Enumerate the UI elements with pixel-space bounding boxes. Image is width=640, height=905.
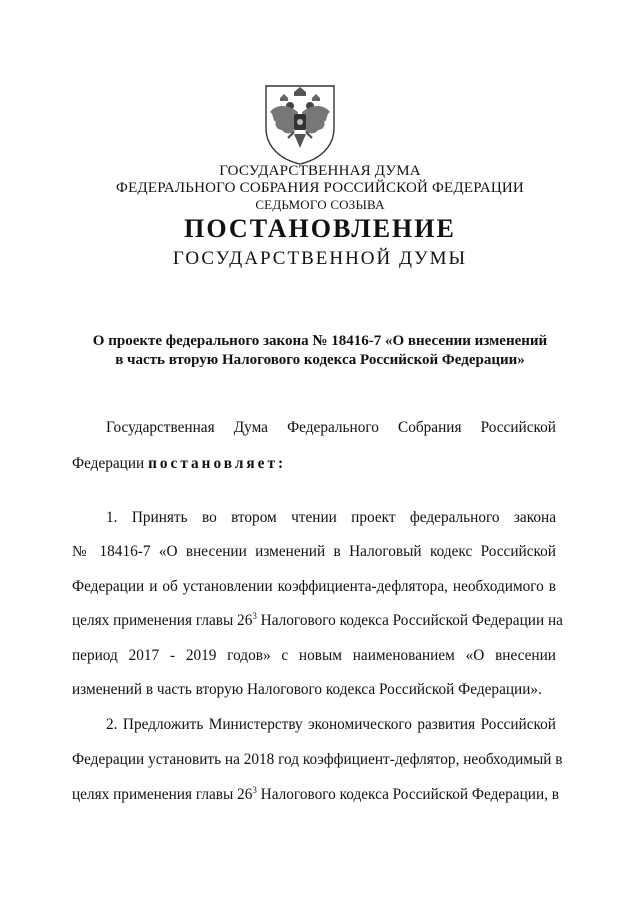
- resolves-keyword: постановляет:: [148, 455, 287, 472]
- institution-name: ГОСУДАРСТВЕННАЯ ДУМА: [219, 163, 421, 179]
- subject-line-1: О проекте федерального закона № 18416-7 «О внесении изменений: [92, 333, 548, 349]
- document-type-title: ПОСТАНОВЛЕНИЕ: [184, 214, 456, 243]
- item1-line-1: 1. Принять во втором чтении проект федерального закона: [106, 509, 556, 526]
- item1-line-4: [72, 611, 563, 630]
- item2-line-3-a: целях применения главы 26: [72, 786, 253, 803]
- document-type-subtitle: ГОСУДАРСТВЕННОЙ ДУМЫ: [172, 248, 468, 269]
- preamble-line-2: [72, 455, 556, 473]
- preamble-line-1: Государственная Дума Федерального Собрания Российской: [106, 419, 556, 436]
- item2-line-2: Федерации установить на 2018 год коэффициент-дефлятор, необходимый в: [72, 751, 563, 768]
- item2-line-3: [72, 785, 560, 804]
- item1-line-6: изменений в часть вторую Налогового кодекса Российской Федерации».: [72, 681, 542, 698]
- subject-line-2: в часть вторую Налогового кодекса Российской Федерации»: [115, 352, 525, 368]
- item1-line-4-b: Налогового кодекса Российской Федерации на: [256, 612, 563, 629]
- coat-of-arms-icon: [260, 82, 340, 166]
- chapter-superscript: 3: [252, 785, 257, 795]
- item1-line-4-a: целях применения главы 26: [72, 612, 253, 629]
- item1-line-2: № 18416-7 «О внесении изменений в Налоговый кодекс Российской: [72, 543, 556, 560]
- chapter-superscript: 3: [252, 611, 257, 621]
- item1-line-5: период 2017 - 2019 годов» с новым наименованием «О внесении: [72, 647, 556, 664]
- item2-line-1: 2. Предложить Министерству экономического развития Российской: [106, 716, 556, 733]
- institution-parent: ФЕДЕРАЛЬНОГО СОБРАНИЯ РОССИЙСКОЙ ФЕДЕРАЦИИ: [116, 180, 524, 196]
- item2-line-3-b: Налогового кодекса Российской Федерации, в: [256, 786, 560, 803]
- preamble-line-2-text: Федерации: [72, 455, 149, 472]
- item1-line-3: Федерации и об установлении коэффициента-дефлятора, необходимого в: [72, 578, 556, 595]
- convocation: СЕДЬМОГО СОЗЫВА: [255, 197, 385, 212]
